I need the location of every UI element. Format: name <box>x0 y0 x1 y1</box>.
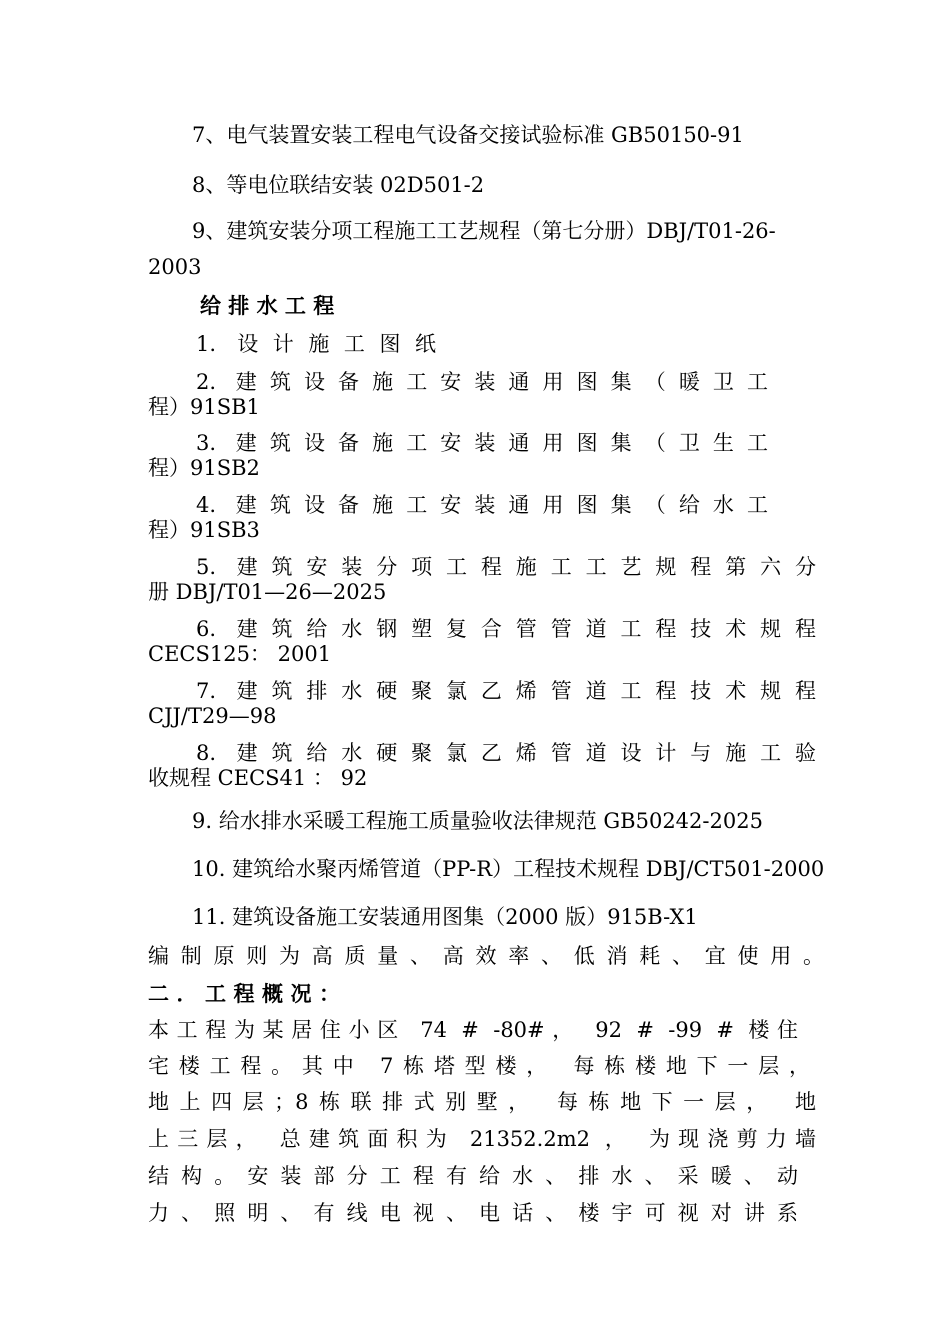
plumbing-item-8-cont: 收规程 CECS41 ： 92 <box>148 766 368 790</box>
plumbing-item-2-cont: 程）91SB1 <box>148 395 260 419</box>
plumbing-item-2: 2. 建筑设备施工安装通用图集（暖卫工 <box>196 370 768 394</box>
plumbing-item-4: 4. 建筑设备施工安装通用图集（给水工 <box>196 493 768 517</box>
plumbing-item-1: 1. 设计施工图纸 <box>196 332 436 356</box>
plumbing-item-9: 9. 给水排水采暖工程施工质量验收法律规范 GB50242-2025 <box>192 809 763 833</box>
plumbing-item-6: 6. 建筑给水钢塑复合管管道工程技术规程 <box>196 617 816 641</box>
plumbing-item-8: 8. 建筑给水硬聚氯乙烯管道设计与施工验 <box>196 741 816 765</box>
reference-item-8: 8、等电位联结安装 02D501-2 <box>192 173 485 197</box>
plumbing-item-5: 5. 建筑安装分项工程施工工艺规程第六分 <box>196 555 816 579</box>
plumbing-item-4-cont: 程）91SB3 <box>148 518 260 542</box>
overview-line-6: 力、照明、有线电视、电话、楼宇可视对讲系 <box>148 1201 798 1225</box>
reference-item-9-cont: 2003 <box>148 255 202 279</box>
plumbing-item-6-cont: CECS125： 2001 <box>148 642 332 666</box>
plumbing-item-5-cont: 册 DBJ/T01—26—2025 <box>148 580 387 604</box>
plumbing-item-11: 11. 建筑设备施工安装通用图集（2000 版）915B-X1 <box>192 905 698 929</box>
plumbing-item-7-cont: CJJ/T29—98 <box>148 704 277 728</box>
overview-line-4: 上三层， 总建筑面积为 21352.2m2 ， 为现浇剪力墙 <box>148 1127 816 1151</box>
plumbing-item-7: 7. 建筑排水硬聚氯乙烯管道工程技术规程 <box>196 679 816 703</box>
overview-line-5: 结构。安装部分工程有给水、排水、采暖、动 <box>148 1164 798 1188</box>
reference-item-9: 9、建筑安装分项工程施工工艺规程（第七分册）DBJ/T01-26- <box>192 219 776 243</box>
overview-line-2: 宅楼工程。其中 7栋塔型楼， 每栋楼地下一层， <box>148 1054 810 1078</box>
section-heading-plumbing: 给 排 水 工 程 <box>200 293 335 318</box>
reference-item-7: 7、电气装置安装工程电气设备交接试验标准 GB50150-91 <box>192 123 744 147</box>
plumbing-item-3: 3. 建筑设备施工安装通用图集（卫生工 <box>196 431 768 455</box>
section-heading-overview: 二．工程概况： <box>148 981 340 1006</box>
plumbing-item-3-cont: 程）91SB2 <box>148 456 260 480</box>
principle-text: 编制原则为高质量、高效率、低消耗、宜使用。 <box>148 944 824 968</box>
plumbing-item-10: 10. 建筑给水聚丙烯管道（PP-R）工程技术规程 DBJ/CT501-2000 <box>192 857 825 881</box>
overview-line-3: 地上四层；8栋联排式别墅， 每栋地下一层， 地 <box>148 1090 816 1114</box>
overview-line-1: 本工程为某居住小区 74 # -80#， 92 # -99 # 楼住 <box>148 1018 798 1042</box>
